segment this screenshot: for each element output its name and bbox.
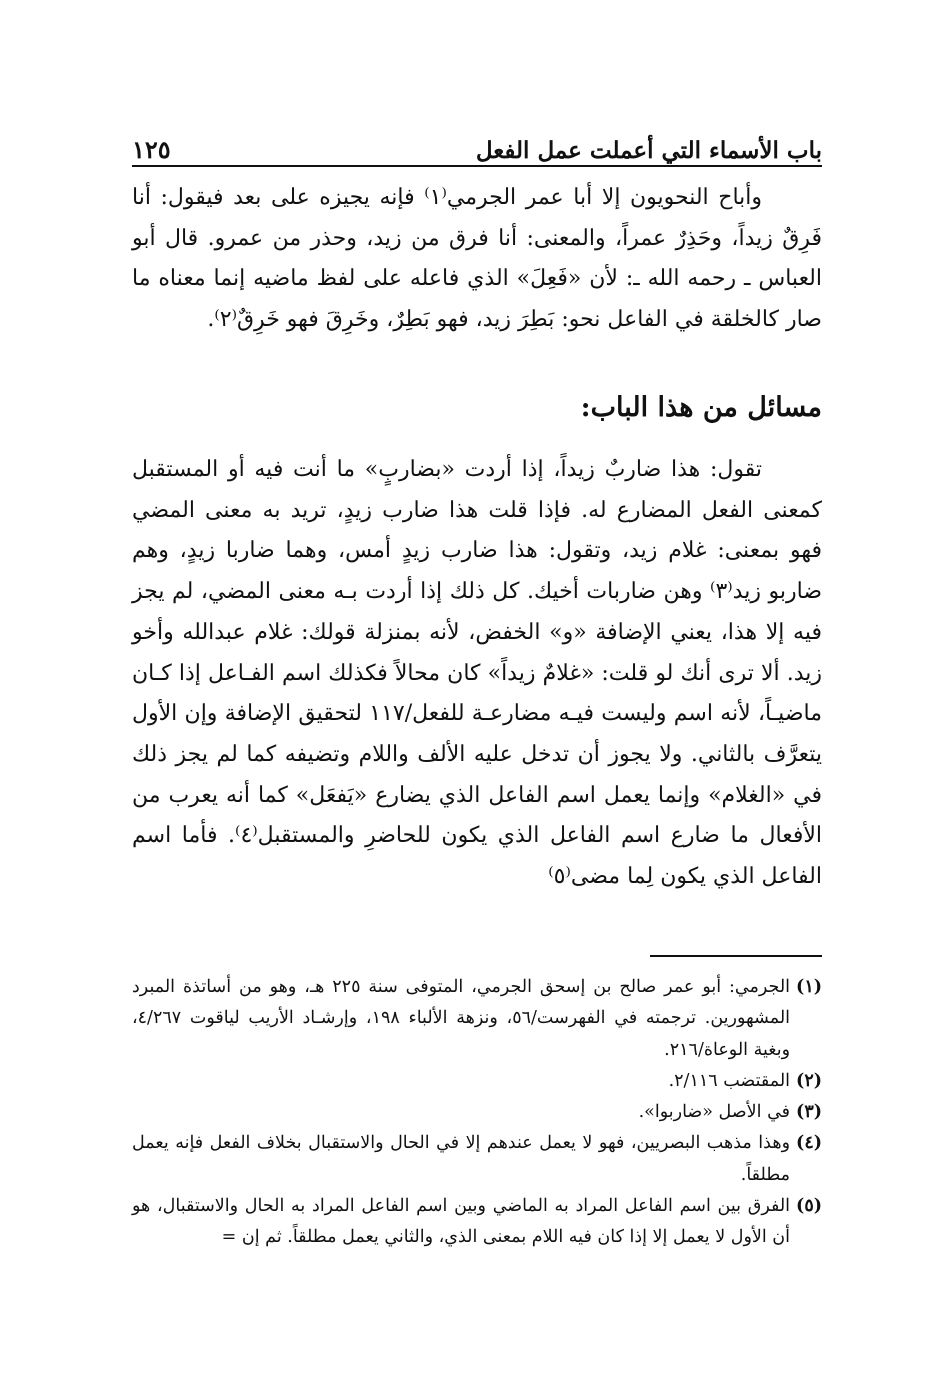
paragraph-2: تقول: هذا ضاربٌ زيداً، إذا أردت «بضاربٍ» ما أنت فيه أو المستقبل كمعنى الفعل المضارع له. فإذا قلت هذا ضارب زيدٍ، تريد به معنى المضي فهو بمعنى: غلام زيد، وتقول: هذا ضارب زيدٍ أمس، وهما ضاربا زيدٍ، وهم ضاربو زيد⁽٣⁾ وهن ضاربات أخيك. كل ذلك إذا أردت بـه معنى المضي، لم يجز فيه إلا هذا، يعني الإضافة «و» الخفض، لأنه بمنزلة قولك: غلام عبدالله وأخو زيد. ألا ترى أنك لو قلت: «غلامٌ زيداً» كان محالاً فكذلك اسم الفـاعل إذا كـان ماضيـاً، لأنه اسم وليست فيـه مضارعـة للفعل/١١٧ لتحقيق الإضافة وإن الأول يتعرَّف بالثاني. ولا يجوز أن تدخل عليه الألف واللام وتضيفه كما لم يجز ذلك في «الغلام» وإنما يعمل اسم الفاعل الذي يضارع «يَفعَل» كما أنه يعرب من الأفعال ما ضارع اسم الفاعل الذي يكون للحاضرِ والمستقبل⁽٤⁾. فأما اسم الفاعل الذي يكون لِما مضى⁽٥⁾ xyxy=(132,457,823,890)
page-number: ١٢٥ xyxy=(132,135,171,164)
paragraph-1: وأباح النحويون إلا أبا عمر الجرمي⁽١⁾ فإنه يجيزه على بعد فيقول: أنا فَرِقٌ زيداً، وحَذِرٌ عمراً، والمعنى: أنا فرق من زيد، وحذر من عمرو. قال أبو العباس ـ رحمه الله ـ: لأن «فَعِلَ» الذي فاعله على لفظ ماضيه إنما معناه ما صار كالخلقة في الفاعل نحو: بَطِرَ زيد، فهو بَطِرٌ، وخَرِقَ فهو خَرِقٌ⁽٢⁾. xyxy=(132,185,822,333)
footnote-item xyxy=(132,1128,822,1191)
footnote-text: المقتضب ٢/١١٦. xyxy=(668,1070,791,1091)
footnote-text: الجرمي: أبو عمر صالح بن إسحق الجرمي، المتوفى سنة ٢٢٥ هـ، وهو من أساتذة المبرد المشهورين. ترجمته في الفهرست/٥٦، ونزهة الألباء ١٩٨، وإرشـاد الأريب لياقوت ٤/٢٦٧، وبغية الوعاة/٢١٦. xyxy=(132,977,791,1060)
footnote-item xyxy=(132,1066,822,1097)
footnote-text: الفرق بين اسم الفاعل المراد به الماضي وبين اسم الفاعل المراد به الحال والاستقبال، هو أن الأول لا يعمل إلا إذا كان فيه اللام بمعنى الذي، والثاني يعمل مطلقاً. ثم إن = xyxy=(132,1196,791,1248)
footnotes-list xyxy=(132,972,822,1254)
footnote-number: (٢) xyxy=(796,1070,822,1091)
header-divider xyxy=(132,165,822,167)
footnote-text: في الأصل «ضاربوا». xyxy=(638,1102,791,1123)
footnote-text: وهذا مذهب البصريين، فهو لا يعمل عندهم إلا في الحال والاستقبال بخلاف الفعل فإنه يعمل مطلقاً. xyxy=(132,1133,791,1185)
footnote-item xyxy=(132,1191,822,1254)
footnote-item xyxy=(132,972,822,1066)
running-header xyxy=(132,120,822,164)
chapter-title: باب الأسماء التي أعملت عمل الفعل xyxy=(475,137,822,164)
section-heading: مسائل من هذا الباب: xyxy=(580,392,822,423)
footnote-item xyxy=(132,1097,822,1128)
footnote-number: (٥) xyxy=(796,1196,822,1217)
footnote-number: (٣) xyxy=(796,1102,822,1123)
footnote-number: (٤) xyxy=(796,1133,822,1154)
footnote-number: (١) xyxy=(796,977,822,997)
footnote-divider xyxy=(650,955,822,957)
